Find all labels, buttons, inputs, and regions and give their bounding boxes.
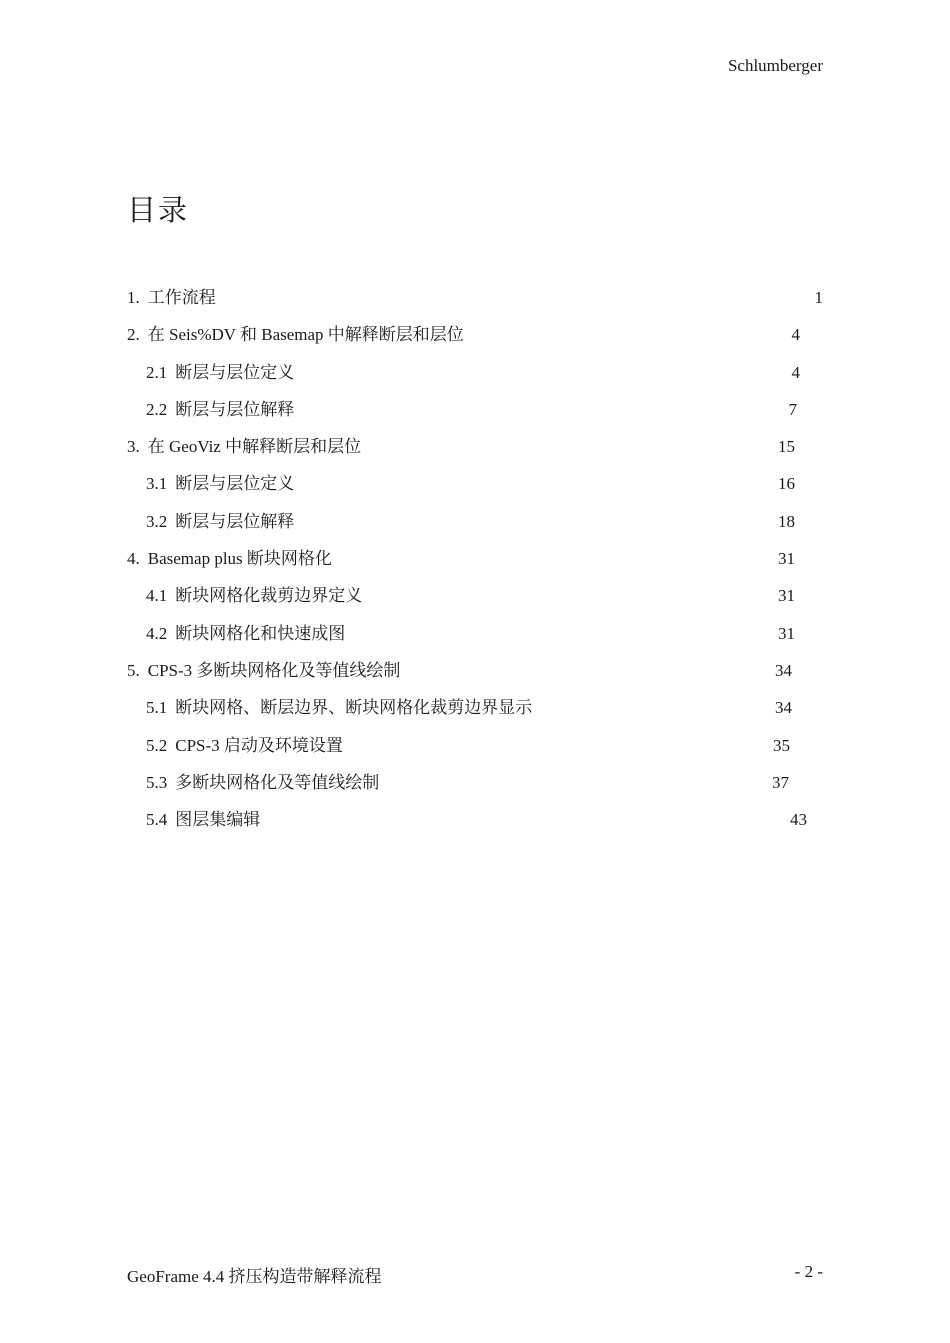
toc-entry-page: 31 bbox=[778, 549, 795, 569]
toc-entry[interactable] bbox=[127, 620, 837, 657]
toc-entry[interactable] bbox=[127, 359, 837, 396]
toc-entry[interactable] bbox=[127, 732, 837, 769]
toc-entry[interactable] bbox=[127, 582, 837, 619]
toc-entry[interactable] bbox=[127, 470, 837, 507]
header-brand: Schlumberger bbox=[727, 56, 823, 75]
toc-entry-title: CPS-3 启动及环境设置 bbox=[175, 735, 343, 755]
toc-entry-title: 断层与层位定义 bbox=[175, 362, 295, 382]
toc-entry-page: 18 bbox=[778, 511, 795, 531]
toc-entry-page: 16 bbox=[778, 474, 795, 494]
toc-entry[interactable] bbox=[127, 657, 837, 694]
toc-entry-number: 4.2 bbox=[146, 623, 168, 643]
toc-entry-page: 7 bbox=[788, 399, 797, 419]
toc-entry-page: 4 bbox=[791, 325, 800, 345]
toc-entry[interactable] bbox=[127, 508, 837, 545]
toc-entry-page: 34 bbox=[775, 660, 792, 680]
toc-entry-page: 31 bbox=[778, 586, 795, 606]
toc-title: 目录 bbox=[127, 195, 190, 227]
footer-title: GeoFrame 4.4 挤压构造带解释流程 bbox=[127, 1267, 382, 1286]
toc-entry-title: 断层与层位解释 bbox=[175, 511, 295, 531]
toc-entry-title: CPS-3 多断块网格化及等值线绘制 bbox=[147, 660, 401, 680]
toc-entry-title: 图层集编辑 bbox=[175, 810, 261, 830]
toc-entry[interactable] bbox=[127, 321, 837, 358]
toc-entry[interactable] bbox=[127, 284, 837, 321]
toc-entry[interactable] bbox=[127, 694, 837, 731]
toc-entry-page: 43 bbox=[790, 810, 807, 830]
toc-entry-page: 4 bbox=[791, 362, 800, 382]
toc-entry-title: 断层与层位解释 bbox=[175, 399, 295, 419]
toc-entry-number: 4.1 bbox=[146, 586, 168, 606]
toc-entry-number: 5.1 bbox=[146, 698, 168, 718]
footer-page-number: - 2 - bbox=[794, 1262, 823, 1281]
toc-entry-title: Basemap plus 断块网格化 bbox=[147, 549, 332, 569]
toc-entry-title: 断块网格化和快速成图 bbox=[175, 623, 346, 643]
toc-entry-page: 35 bbox=[773, 735, 790, 755]
toc-entry-number: 1. bbox=[127, 288, 140, 307]
toc-entry-title: 多断块网格化及等值线绘制 bbox=[175, 772, 380, 792]
toc-entry[interactable] bbox=[127, 806, 837, 843]
toc-entry[interactable] bbox=[127, 769, 837, 806]
toc-entry-number: 3.1 bbox=[146, 474, 168, 494]
toc-entry-number: 4. bbox=[127, 549, 140, 569]
toc-entry-number: 2. bbox=[127, 325, 140, 345]
toc-entry[interactable] bbox=[127, 396, 837, 433]
toc-entry-page: 15 bbox=[778, 437, 795, 457]
toc-entry-title: 断块网格化裁剪边界定义 bbox=[175, 586, 363, 606]
toc-list bbox=[127, 284, 837, 843]
toc-entry-number: 5.3 bbox=[146, 772, 168, 792]
toc-entry-number: 2.1 bbox=[146, 362, 168, 382]
toc-entry-number: 5. bbox=[127, 660, 140, 680]
toc-entry[interactable] bbox=[127, 545, 837, 582]
toc-entry-number: 3. bbox=[127, 437, 140, 457]
toc-entry-page: 37 bbox=[772, 772, 789, 792]
toc-entry-number: 5.2 bbox=[146, 735, 168, 755]
toc-entry-page: 1 bbox=[814, 288, 823, 307]
toc-entry-title: 在 GeoViz 中解释断层和层位 bbox=[147, 437, 362, 457]
toc-entry[interactable] bbox=[127, 433, 837, 470]
toc-entry-title: 工作流程 bbox=[147, 288, 216, 307]
toc-entry-title: 在 Seis%DV 和 Basemap 中解释断层和层位 bbox=[147, 325, 464, 345]
toc-entry-page: 34 bbox=[775, 698, 792, 718]
toc-entry-number: 2.2 bbox=[146, 399, 168, 419]
toc-entry-title: 断块网格、断层边界、断块网格化裁剪边界显示 bbox=[175, 698, 533, 718]
toc-entry-title: 断层与层位定义 bbox=[175, 474, 295, 494]
toc-entry-number: 5.4 bbox=[146, 810, 168, 830]
toc-entry-page: 31 bbox=[778, 623, 795, 643]
toc-entry-number: 3.2 bbox=[146, 511, 168, 531]
